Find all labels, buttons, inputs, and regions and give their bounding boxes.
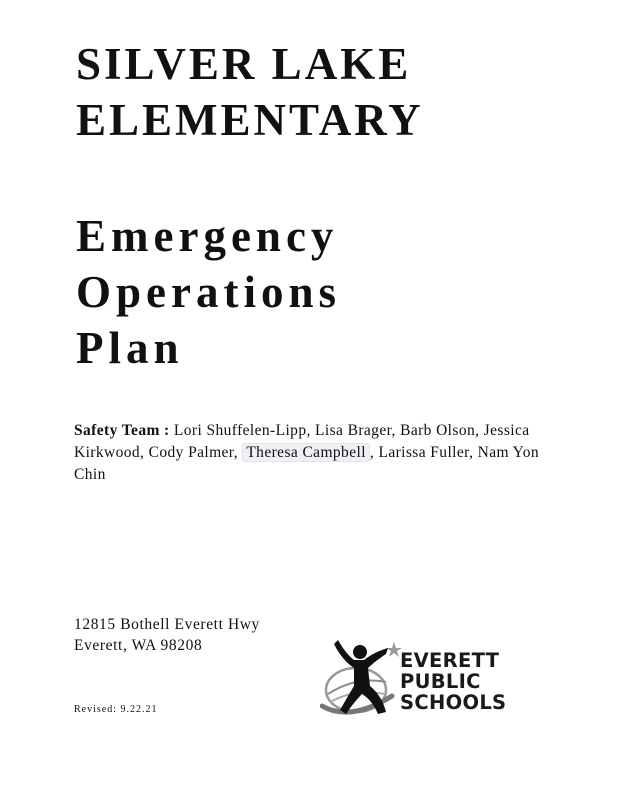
school-name-line1: SILVER LAKE xyxy=(76,39,412,89)
highlighted-member[interactable]: Theresa Campbell xyxy=(242,443,370,462)
safety-team-label: Safety Team : xyxy=(74,422,170,439)
safety-team-members-rest: , Larissa Fuller, Nam Yon Chin xyxy=(74,444,540,483)
plan-title-line3: Plan xyxy=(76,323,184,373)
school-address xyxy=(74,614,260,656)
figure-star-globe-icon xyxy=(320,636,404,722)
school-name xyxy=(76,36,424,148)
everett-public-schools-logo xyxy=(320,636,530,722)
plan-title-line2: Operations xyxy=(76,267,342,317)
logo-wordmark xyxy=(400,650,506,713)
logo-line2: PUBLIC xyxy=(400,670,481,693)
plan-title xyxy=(76,208,341,376)
school-name-line2: ELEMENTARY xyxy=(76,95,424,145)
plan-title-line1: Emergency xyxy=(76,211,339,261)
logo-line1: EVERETT xyxy=(400,649,500,672)
safety-team-paragraph xyxy=(74,420,544,486)
address-street: 12815 Bothell Everett Hwy xyxy=(74,616,260,633)
safety-team-members: Lori Shuffelen-Lipp, Lisa Brager, Barb Olson, Jessica Kirkwood, Cody Palmer, xyxy=(74,422,530,461)
address-city: Everett, WA 98208 xyxy=(74,637,203,654)
logo-line3: SCHOOLS xyxy=(400,691,507,714)
revised-date: Revised: 9.22.21 xyxy=(74,704,158,715)
